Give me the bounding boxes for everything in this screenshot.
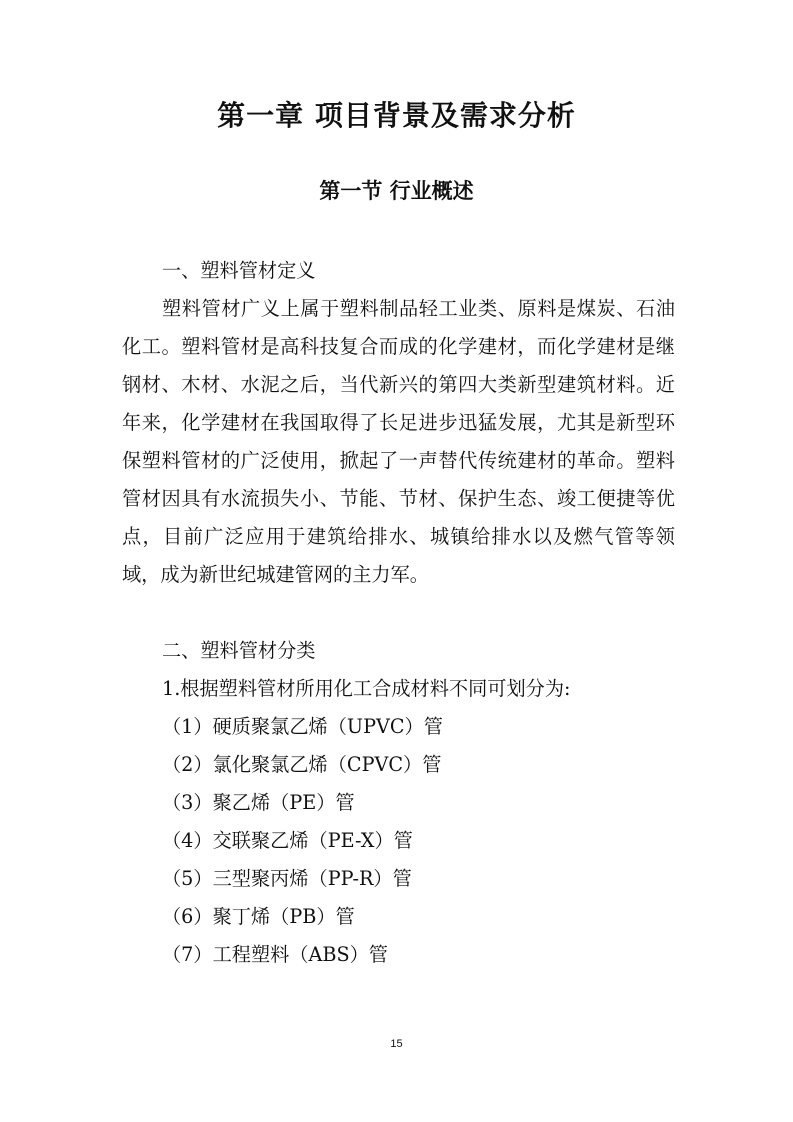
part2-subheading: 1.根据塑料管材所用化工合成材料不同可划分为: — [162, 677, 571, 700]
part1-paragraph: 塑料管材广义上属于塑料制品轻工业类、原料是煤炭、石油化工。塑料管材是高科技复合而成的化学建材，而化学建材是继钢材、木材、水泥之后，当代新兴的第四大类新型建筑材料。近年来，化学建材在我国取得了长足进步迅猛发展，尤其是新型环保塑料管材的广泛使用，掀起了一声替代传统建材的革命。塑料管材因具有水流损失小、节能、节材、保护生态、竣工便捷等优点，目前广泛应用于建筑给排水、城镇给排水以及燃气管等领域，成为新世纪城建管网的主力军。 — [122, 297, 675, 586]
part2-heading: 二、塑料管材分类 — [162, 639, 316, 662]
material-list — [122, 708, 675, 974]
list-item: （4）交联聚乙烯（PE-X）管 — [162, 829, 413, 852]
section-title: 第一节 行业概述 — [319, 179, 474, 203]
document-body — [122, 252, 675, 974]
page-number: 15 — [390, 1038, 403, 1050]
part1-heading: 一、塑料管材定义 — [162, 259, 316, 282]
list-item: （3）聚乙烯（PE）管 — [162, 791, 355, 814]
list-item: （6）聚丁烯（PB）管 — [162, 905, 355, 928]
list-item: （5）三型聚丙烯（PP-R）管 — [162, 867, 412, 890]
chapter-title: 第一章 项目背景及需求分析 — [217, 99, 576, 132]
list-item: （2）氯化聚氯乙烯（CPVC）管 — [162, 753, 442, 776]
list-item: （1）硬质聚氯乙烯（UPVC）管 — [162, 715, 443, 738]
list-item: （7）工程塑料（ABS）管 — [162, 943, 388, 966]
paragraph-spacer — [122, 594, 675, 632]
